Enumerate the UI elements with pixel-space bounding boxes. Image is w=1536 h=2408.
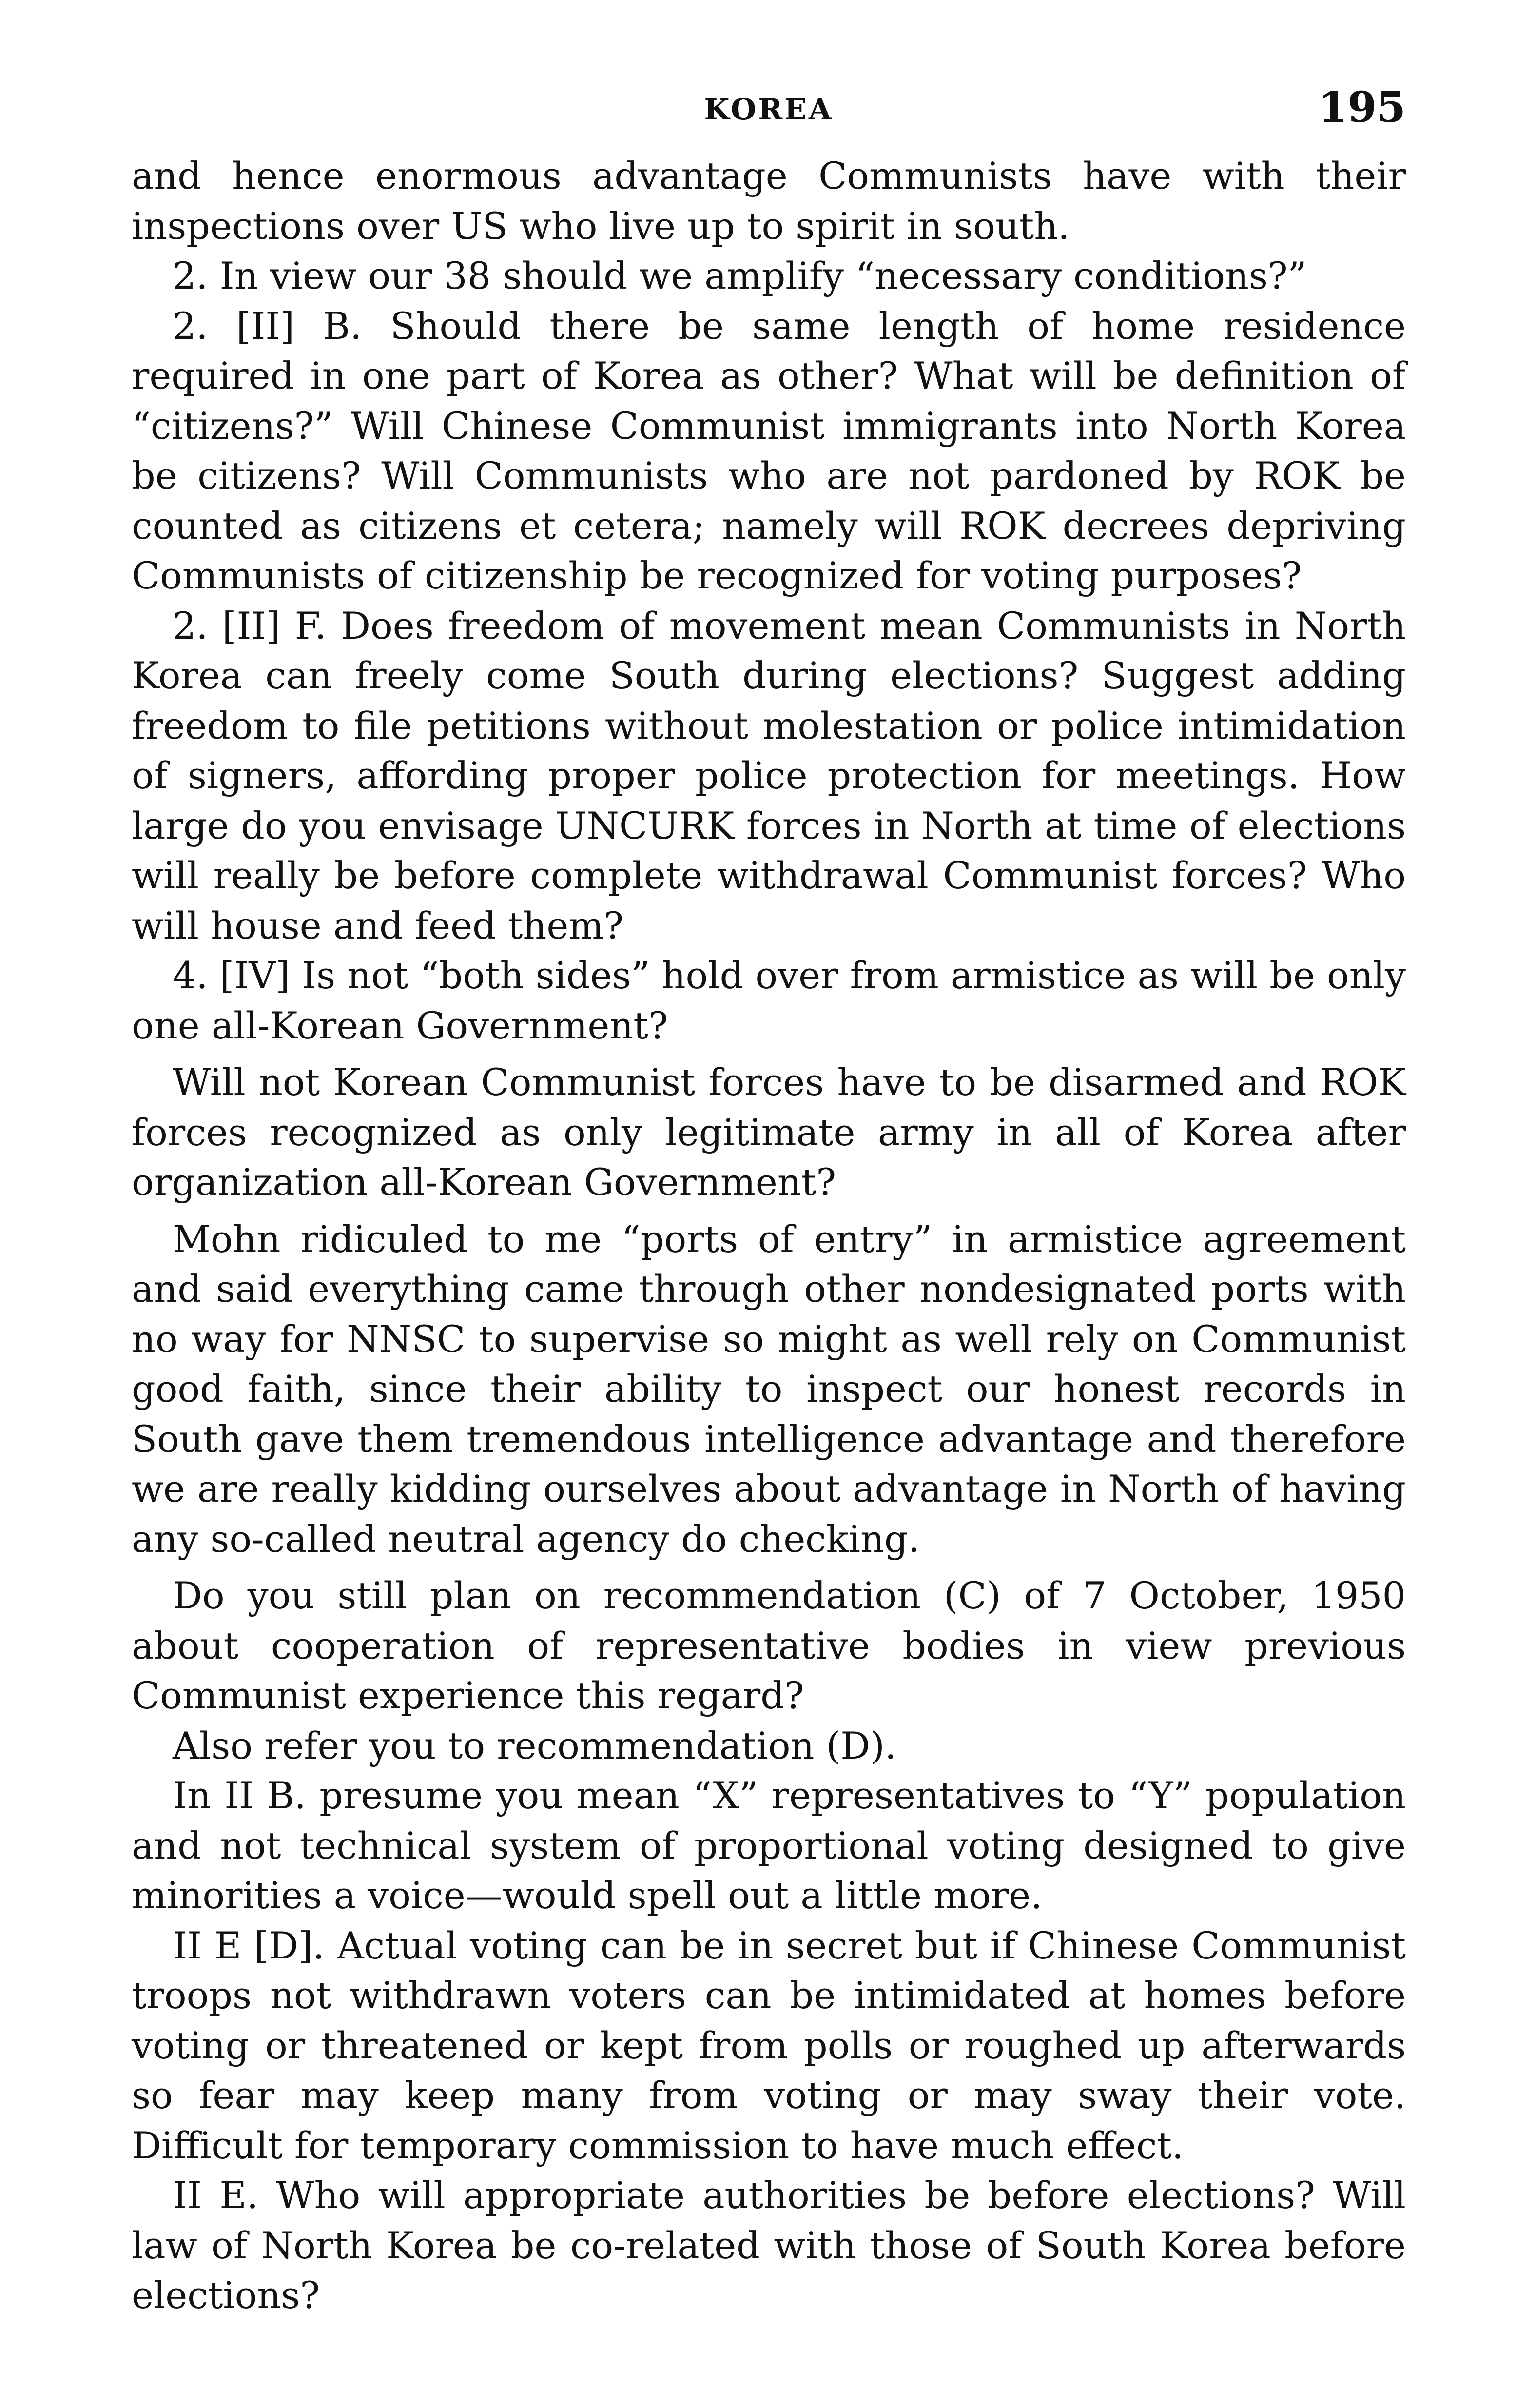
paragraph-ii-e-d: II E [D]. Actual voting can be in secret but if Chinese Communist troops not withdrawn voters can be intimidated at homes before voting or threatened or kept from polls or roughed up afterwards so fear may keep many from voting or may sway their vote. Difficult for temporary commission to have much effect. xyxy=(132,1923,1406,2167)
paragraph-recommendation-d: Also refer you to recommendation (D). xyxy=(173,1723,897,1767)
document-page xyxy=(132,78,1406,2321)
paragraph-recommendation-c: Do you still plan on recommendation (C) of 7 October, 1950 about cooperation of representative bodies in view previous Communist experience this regard? xyxy=(132,1574,1406,1717)
running-head: KOREA xyxy=(704,93,834,127)
page-number: 195 xyxy=(1318,83,1406,132)
paragraph-item-2-ii-b: 2. [II] B. Should there be same length of home residence required in one part of Korea as other? What will be definition of “citizens?” Will Chinese Communist immigrants into North Korea be citizens? Will Communists who are not pardoned by ROK be counted as citizens et cetera; namely will ROK decrees depriving Communists of citizenship be recognized for voting purposes? xyxy=(132,304,1406,597)
paragraph-item-4-iv: 4. [IV] Is not “both sides” hold over from armistice as will be only one all-Korean Government? xyxy=(132,954,1406,1047)
paragraph-disarm: Will not Korean Communist forces have to be disarmed and ROK forces recognized as only legitimate army in all of Korea after organization all-Korean Government? xyxy=(132,1060,1406,1204)
paragraph-item-2-amplify: 2. In view our 38 should we amplify “necessary conditions?” xyxy=(173,254,1307,297)
paragraph-continuation: and hence enormous advantage Communists have with their inspections over US who live up to spirit in south. xyxy=(132,154,1406,248)
paragraph-ii-e: II E. Who will appropriate authorities be before elections? Will law of North Korea be co-related with those of South Korea before elections? xyxy=(132,2173,1406,2317)
paragraph-ii-b: In II B. presume you mean “X” representatives to “Y” population and not technical system of proportional voting designed to give minorities a voice—would spell out a little more. xyxy=(132,1774,1406,1917)
page-header xyxy=(132,78,1406,141)
body-text xyxy=(132,151,1406,2321)
paragraph-mohn: Mohn ridiculed to me “ports of entry” in armistice agreement and said everything came through other nondesignated ports with no way for NNSC to supervise so might as well rely on Communist good faith, since their ability to inspect our honest records in South gave them tremendous intelligence advantage and therefore we are really kidding ourselves about advantage in North of having any so-called neutral agency do checking. xyxy=(132,1217,1406,1561)
paragraph-item-2-ii-f: 2. [II] F. Does freedom of movement mean Communists in North Korea can freely come South during elections? Suggest adding freedom to file petitions without molestation or police intimidation of signers, affording proper police protection for meetings. How large do you envisage UNCURK forces in North at time of elections will really be before complete withdrawal Communist forces? Who will house and feed them? xyxy=(132,604,1406,947)
